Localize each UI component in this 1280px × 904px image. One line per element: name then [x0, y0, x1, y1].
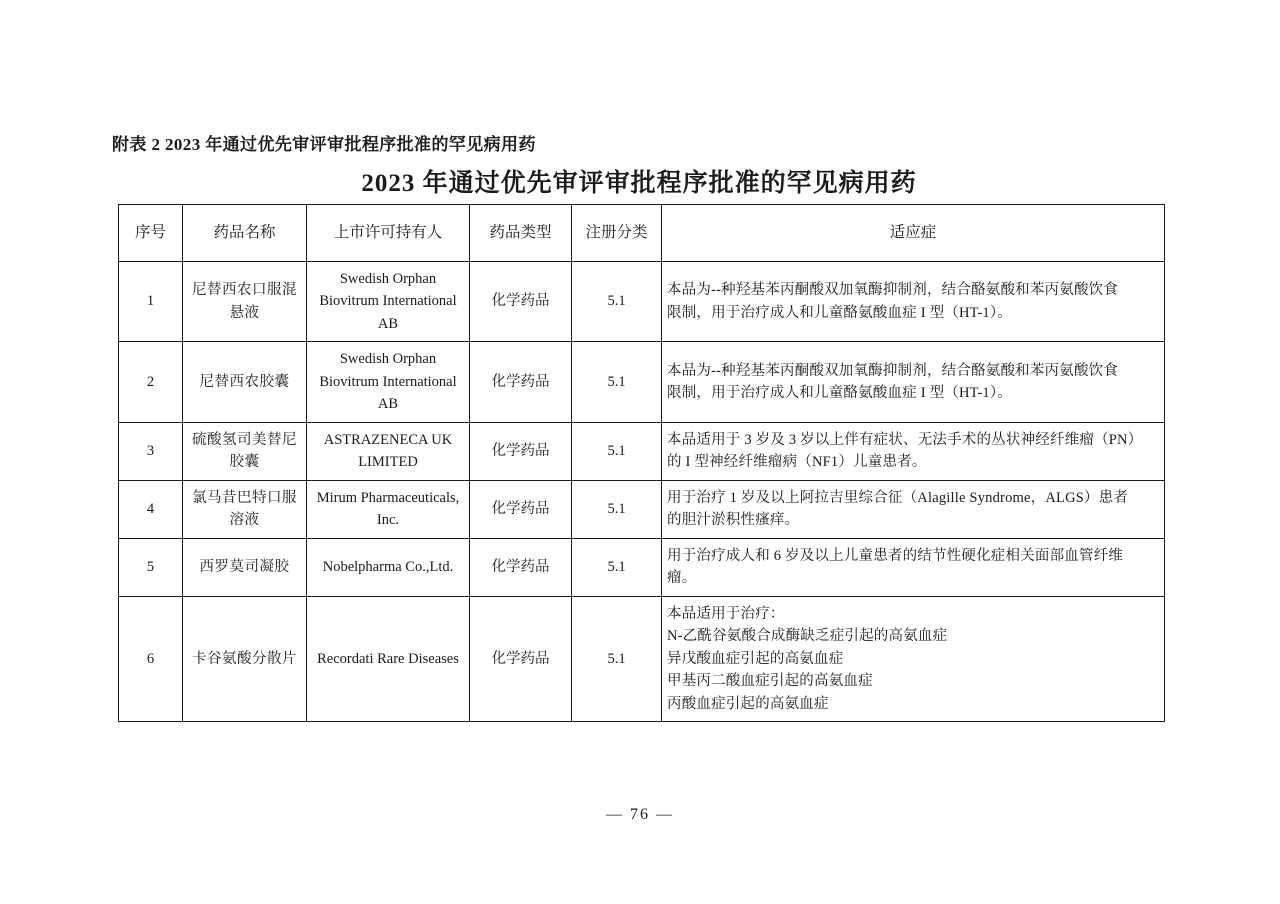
cell-indication	[662, 596, 1165, 721]
cell-drug-name: 卡谷氨酸分散片	[183, 596, 307, 721]
rare-disease-drug-table	[118, 204, 1165, 722]
indication-line: 丙酸血症引起的高氨血症	[667, 695, 829, 712]
indication-line: 的 I 型神经纤维瘤病（NF1）儿童患者。	[667, 454, 927, 471]
cell-drug-name: 尼替西农口服混悬液	[183, 262, 307, 342]
page-number: — 76 —	[606, 806, 674, 823]
cell-holder: Swedish Orphan Biovitrum International AB	[307, 342, 470, 422]
indication-line: 用于治疗 1 岁及以上阿拉吉里综合征（Alagille Syndrome，ALGS）患者	[667, 489, 1129, 506]
indication-line: 限制，用于治疗成人和儿童酪氨酸血症 I 型（HT-1）。	[667, 385, 1013, 402]
indication-line: 本品适用于 3 岁及 3 岁以上伴有症状、无法手术的丛状神经纤维瘤（PN）	[667, 431, 1143, 448]
table-row	[119, 480, 1165, 538]
cell-no: 2	[119, 342, 183, 422]
indication-line: 本品为--种羟基苯丙酮酸双加氧酶抑制剂，结合酪氨酸和苯丙氨酸饮食	[667, 362, 1119, 379]
indication-line: 用于治疗成人和 6 岁及以上儿童患者的结节性硬化症相关面部血管纤维	[667, 547, 1124, 564]
column-header-indication: 适应症	[662, 205, 1165, 262]
column-header-drug-name: 药品名称	[183, 205, 307, 262]
cell-no: 3	[119, 422, 183, 480]
indication-line: 异戊酸血症引起的高氨血症	[667, 650, 844, 667]
column-header-holder: 上市许可持有人	[307, 205, 470, 262]
indication-line: 瘤。	[667, 570, 697, 587]
column-header-registration-class: 注册分类	[572, 205, 662, 262]
table-body	[119, 262, 1165, 722]
indication-line: 的胆汁淤积性瘙痒。	[667, 512, 800, 529]
cell-indication	[662, 422, 1165, 480]
cell-indication	[662, 342, 1165, 422]
table-row	[119, 538, 1165, 596]
table-container	[118, 204, 1164, 722]
page-title: 2023 年通过优先审评审批程序批准的罕见病用药	[361, 170, 917, 197]
cell-registration-class: 5.1	[572, 480, 662, 538]
cell-indication	[662, 480, 1165, 538]
indication-line: N-乙酰谷氨酸合成酶缺乏症引起的高氨血症	[667, 628, 948, 645]
indication-line: 限制，用于治疗成人和儿童酪氨酸血症 I 型（HT-1）。	[667, 304, 1013, 321]
cell-drug-type: 化学药品	[470, 262, 572, 342]
indication-line: 本品适用于治疗：	[667, 605, 785, 622]
cell-registration-class: 5.1	[572, 262, 662, 342]
cell-drug-type: 化学药品	[470, 342, 572, 422]
cell-registration-class: 5.1	[572, 342, 662, 422]
table-row	[119, 262, 1165, 342]
cell-drug-type: 化学药品	[470, 422, 572, 480]
cell-drug-name: 氯马昔巴特口服溶液	[183, 480, 307, 538]
cell-drug-type: 化学药品	[470, 538, 572, 596]
cell-no: 5	[119, 538, 183, 596]
cell-holder: Recordati Rare Diseases	[307, 596, 470, 721]
table-caption: 附表 2 2023 年通过优先审评审批程序批准的罕见病用药	[112, 135, 536, 154]
cell-registration-class: 5.1	[572, 596, 662, 721]
indication-line: 本品为--种羟基苯丙酮酸双加氧酶抑制剂，结合酪氨酸和苯丙氨酸饮食	[667, 282, 1119, 299]
cell-drug-name: 尼替西农胶囊	[183, 342, 307, 422]
table-row	[119, 596, 1165, 721]
table-row	[119, 422, 1165, 480]
table-row	[119, 342, 1165, 422]
cell-registration-class: 5.1	[572, 538, 662, 596]
cell-no: 6	[119, 596, 183, 721]
column-header-no: 序号	[119, 205, 183, 262]
cell-no: 1	[119, 262, 183, 342]
cell-holder: ASTRAZENECA UK LIMITED	[307, 422, 470, 480]
cell-no: 4	[119, 480, 183, 538]
cell-drug-name: 西罗莫司凝胶	[183, 538, 307, 596]
cell-drug-name: 硫酸氢司美替尼胶囊	[183, 422, 307, 480]
cell-registration-class: 5.1	[572, 422, 662, 480]
cell-indication	[662, 262, 1165, 342]
cell-holder: Swedish Orphan Biovitrum International AB	[307, 262, 470, 342]
cell-indication	[662, 538, 1165, 596]
cell-holder: Nobelpharma Co.,Ltd.	[307, 538, 470, 596]
cell-drug-type: 化学药品	[470, 480, 572, 538]
table-header-row	[119, 205, 1165, 262]
cell-drug-type: 化学药品	[470, 596, 572, 721]
cell-holder: Mirum Pharmaceuticals, Inc.	[307, 480, 470, 538]
indication-line: 甲基丙二酸血症引起的高氨血症	[667, 673, 873, 690]
column-header-drug-type: 药品类型	[470, 205, 572, 262]
